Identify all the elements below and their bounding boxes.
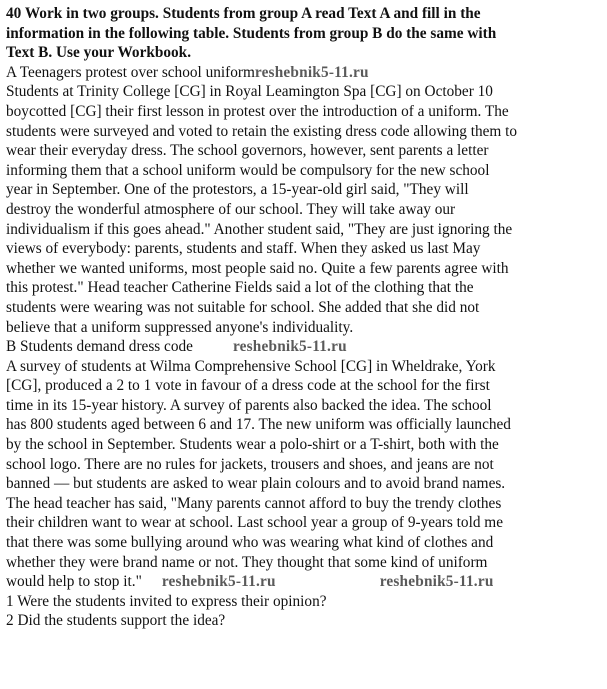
text-b-line: has 800 students aged between 6 and 17. The new uniform was officially launched (6, 416, 511, 434)
text-a-line: boycotted [CG] their first lesson in protest over the introduction of a uniform. The (6, 102, 509, 120)
task-line: 40 Work in two groups. Students from group A read Text A and fill in the (6, 5, 481, 22)
text-b-line: The head teacher has said, "Many parents cannot afford to buy the trendy clothes (6, 494, 502, 512)
text-b-line: by the school in September. Students wear a polo-shirt or a T-shirt, both with the (6, 436, 499, 454)
text-a-title: A Teenagers protest over school uniform (6, 63, 255, 81)
task-line: information in the following table. Students from group B do the same with (6, 24, 497, 42)
text-b-line: [CG], produced a 2 to 1 vote in favour of a dress code at the school for the first (6, 377, 490, 395)
questions (6, 592, 601, 631)
text-a-line: informing them that a school uniform would be compulsory for the new school (6, 161, 490, 179)
text-a-title-line (6, 63, 601, 83)
text-a-line: destroy the wonderful atmosphere of our school. They will take away our (6, 200, 456, 218)
text-a (6, 63, 601, 337)
watermark: reshebnik5-11.ru (232, 338, 347, 356)
watermark: reshebnik5-11.ru (161, 573, 276, 591)
task-line: Text B. Use your Workbook. (6, 44, 192, 62)
task-instructions (6, 4, 601, 63)
text-a-line: individualism if this goes ahead." Another student said, "They are just ignoring the (6, 220, 513, 238)
text-b-line: time in its 15-year history. A survey of parents also backed the idea. The school (6, 396, 492, 414)
text-b-line: their children want to wear at school. Last school year a group of 9-years told me (6, 514, 503, 532)
text-a-line: views of everybody: parents, students and staff. When they asked us last May (6, 240, 481, 258)
question: 1 Were the students invited to express their opinion? (6, 592, 327, 610)
text-a-line: whether we wanted uniforms, most people said no. Quite a few parents agree with (6, 259, 509, 277)
text-b (6, 337, 601, 592)
text-a-line: believe that a uniform suppressed anyone's individuality. (6, 318, 354, 336)
text-a-line: Students at Trinity College [CG] in Royal Leamington Spa [CG] on October 10 (6, 83, 493, 101)
text-b-line: whether they were brand name or not. They thought that some kind of uniform (6, 553, 488, 571)
text-a-line: wear their everyday dress. The school governors, however, sent parents a letter (6, 142, 489, 160)
text-b-title-line (6, 337, 601, 357)
text-b-line: would help to stop it." (6, 573, 142, 591)
text-b-line: that there was some bullying around who was wearing what kind of clothes and (6, 534, 494, 552)
text-a-line: students were surveyed and voted to retain the existing dress code allowing them to (6, 122, 518, 140)
question: 2 Did the students support the idea? (6, 612, 226, 630)
text-a-line: year in September. One of the protestors, a 15-year-old girl said, "They will (6, 181, 469, 199)
text-b-title: B Students demand dress code (6, 338, 193, 356)
text-b-line: A survey of students at Wilma Comprehensive School [CG] in Wheldrake, York (6, 357, 496, 375)
watermark: reshebnik5-11.ru (254, 63, 369, 81)
text-b-last-line (6, 572, 601, 592)
text-b-line: banned — but students are asked to wear plain colours and to avoid brand names. (6, 475, 506, 493)
text-a-line: students were wearing was not suitable for school. She added that she did not (6, 298, 480, 316)
text-b-line: school logo. There are no rules for jackets, trousers and shoes, and jeans are not (6, 455, 494, 473)
watermark: reshebnik5-11.ru (379, 573, 494, 591)
text-a-line: this protest." Head teacher Catherine Fields said a lot of the clothing that the (6, 279, 474, 297)
